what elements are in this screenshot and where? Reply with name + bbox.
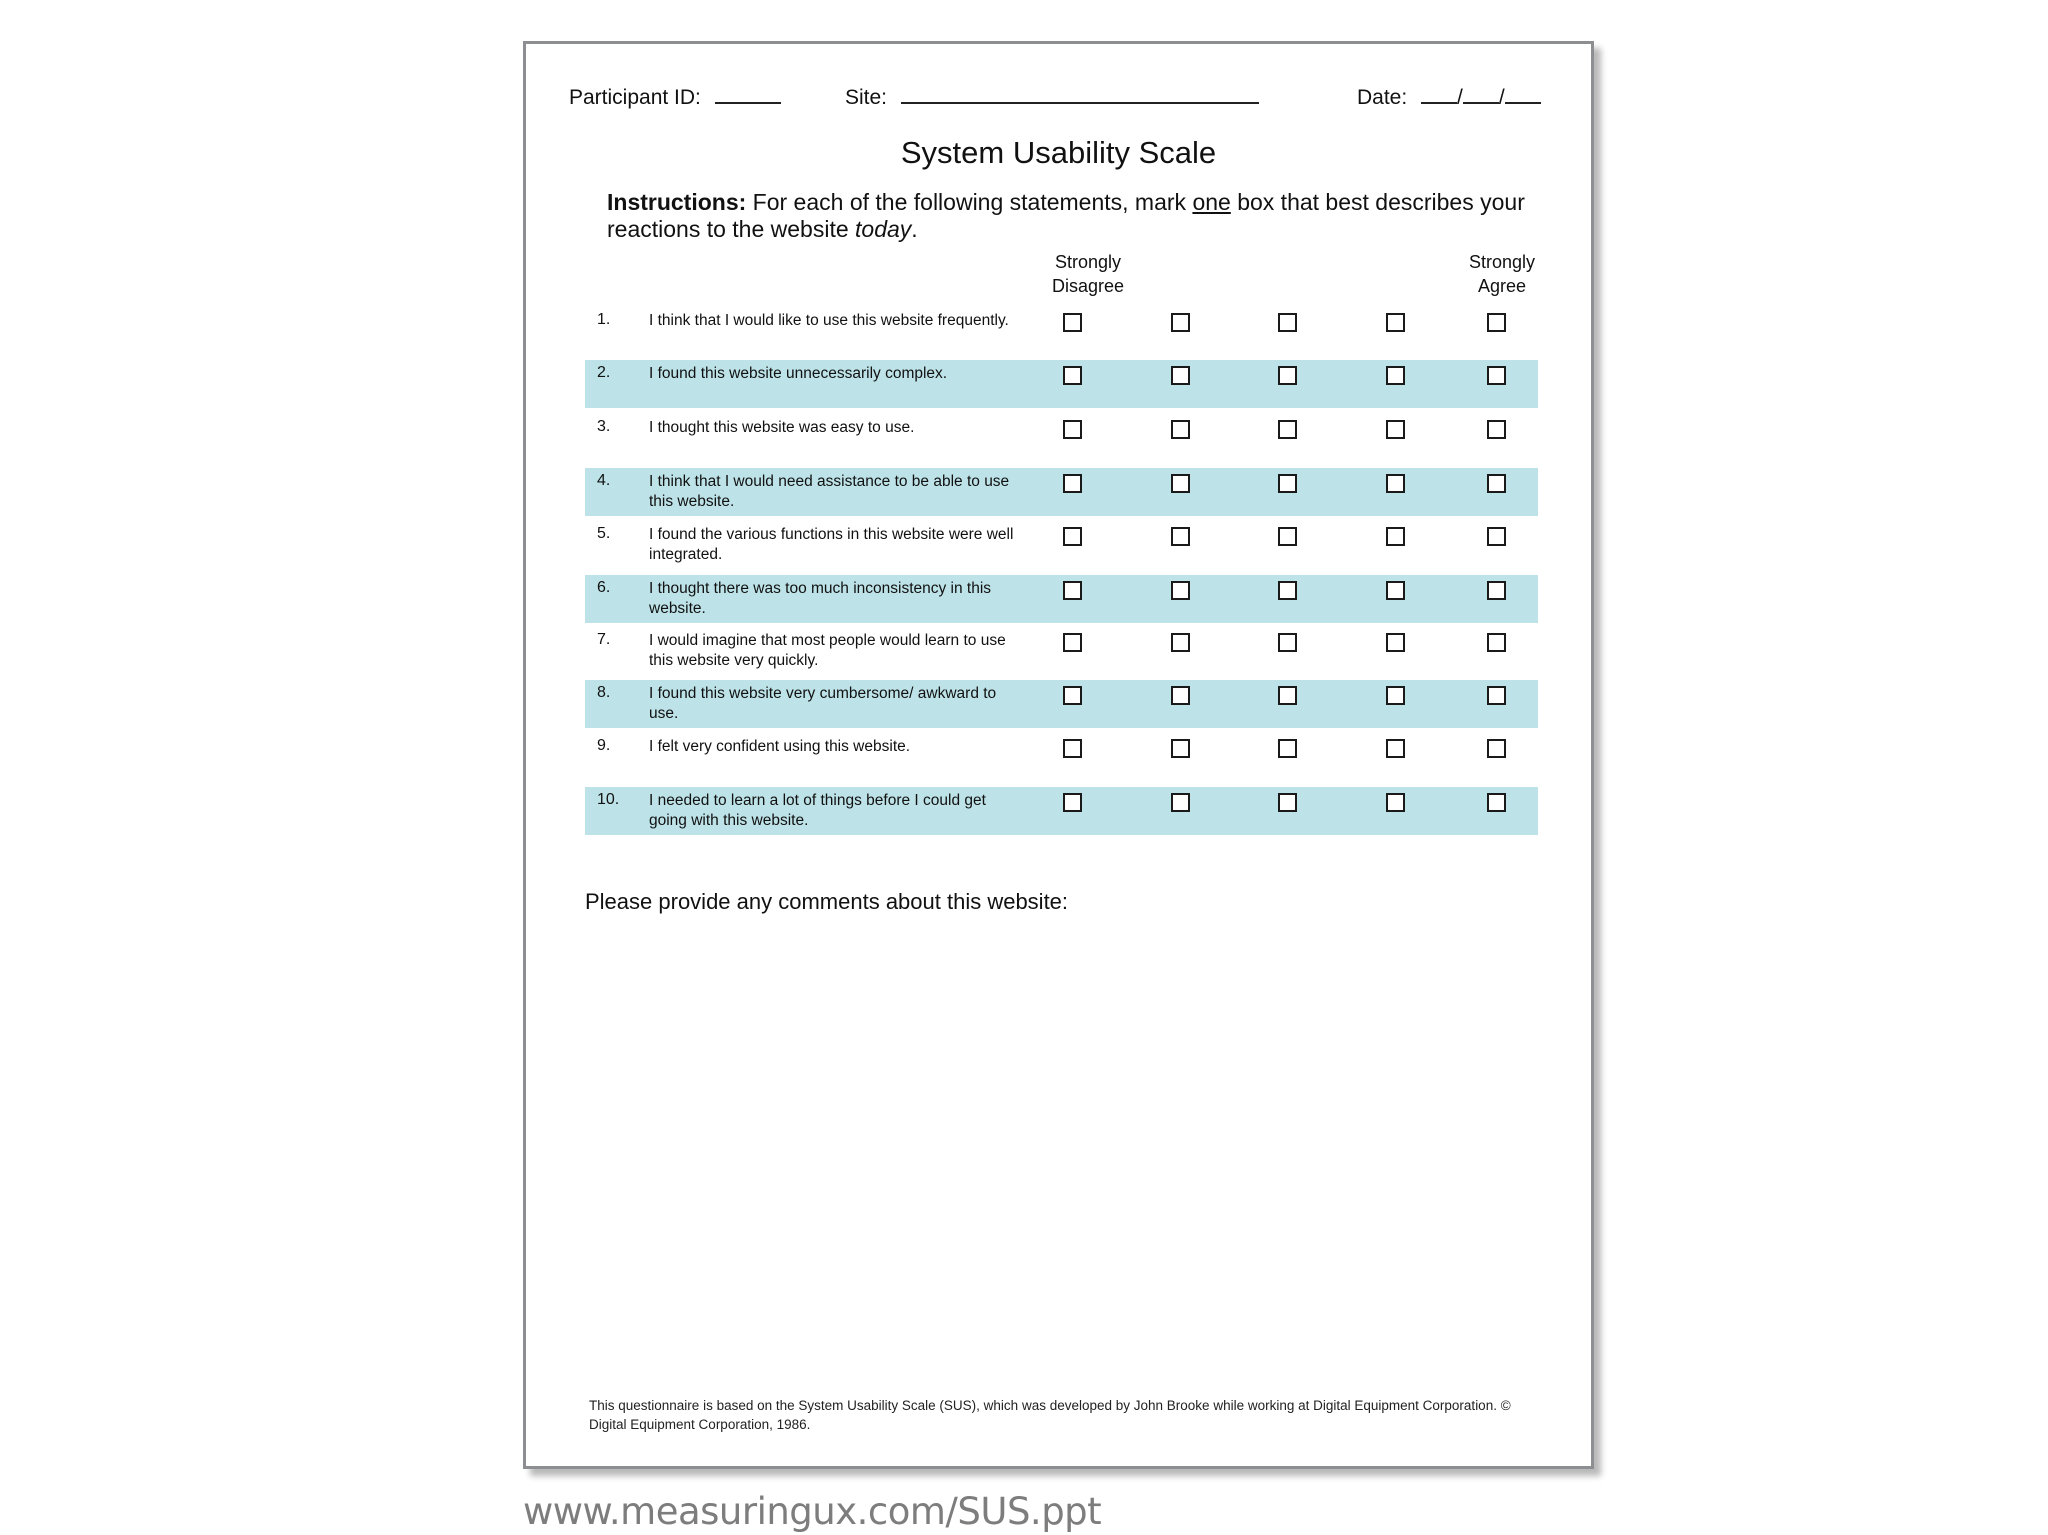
site-blank bbox=[901, 84, 1259, 104]
item-number: 1. bbox=[597, 311, 611, 328]
rating-checkbox-4[interactable] bbox=[1386, 313, 1405, 332]
instructions bbox=[607, 189, 1567, 243]
rating-checkbox-5[interactable] bbox=[1487, 527, 1506, 546]
sus-item-row bbox=[585, 307, 1538, 355]
item-statement: I found this website unnecessarily complex. bbox=[649, 365, 948, 382]
rating-checkbox-1[interactable] bbox=[1063, 793, 1082, 812]
participant-id-blank bbox=[715, 84, 781, 104]
rating-checkbox-5[interactable] bbox=[1487, 474, 1506, 493]
rating-checkbox-3[interactable] bbox=[1278, 581, 1297, 600]
rating-checkbox-3[interactable] bbox=[1278, 474, 1297, 493]
rating-checkbox-2[interactable] bbox=[1171, 793, 1190, 812]
scale-left-line1: Strongly bbox=[1054, 252, 1122, 272]
rating-checkbox-1[interactable] bbox=[1063, 686, 1082, 705]
rating-checkbox-5[interactable] bbox=[1487, 581, 1506, 600]
item-number: 9. bbox=[597, 737, 611, 754]
instructions-text-1: For each of the following statements, mark bbox=[746, 189, 1193, 215]
rating-checkbox-3[interactable] bbox=[1278, 793, 1297, 812]
item-statement: I think that I would like to use this website frequently. bbox=[649, 312, 1009, 329]
rating-checkbox-3[interactable] bbox=[1278, 686, 1297, 705]
rating-checkbox-3[interactable] bbox=[1278, 527, 1297, 546]
rating-checkbox-4[interactable] bbox=[1386, 739, 1405, 758]
rating-checkbox-1[interactable] bbox=[1063, 420, 1082, 439]
item-statement: I felt very confident using this website. bbox=[649, 738, 911, 755]
rating-checkbox-4[interactable] bbox=[1386, 633, 1405, 652]
rating-checkbox-4[interactable] bbox=[1386, 366, 1405, 385]
rating-checkbox-2[interactable] bbox=[1171, 527, 1190, 546]
participant-id-field bbox=[569, 84, 781, 110]
item-statement: I found this website very cumbersome/ awkward to use. bbox=[649, 685, 997, 722]
sus-item-row bbox=[585, 414, 1538, 462]
rating-checkbox-5[interactable] bbox=[1487, 366, 1506, 385]
rating-checkbox-1[interactable] bbox=[1063, 366, 1082, 385]
rating-checkbox-2[interactable] bbox=[1171, 739, 1190, 758]
item-statement: I thought this website was easy to use. bbox=[649, 419, 915, 436]
item-number: 8. bbox=[597, 684, 611, 701]
item-statement: I thought there was too much inconsistency in this website. bbox=[649, 580, 992, 617]
item-statement: I think that I would need assistance to be able to use this website. bbox=[649, 473, 1010, 510]
scale-right-line2: Agree bbox=[1477, 276, 1527, 296]
participant-id-label: Participant ID: bbox=[569, 86, 701, 109]
date-blank-year bbox=[1505, 84, 1541, 104]
site-label: Site: bbox=[845, 86, 888, 109]
rating-checkbox-3[interactable] bbox=[1278, 739, 1297, 758]
instructions-emphasis: one bbox=[1192, 189, 1231, 215]
item-number: 6. bbox=[597, 579, 611, 596]
date-label: Date: bbox=[1357, 86, 1408, 109]
instructions-italic: today bbox=[855, 216, 912, 242]
rating-checkbox-3[interactable] bbox=[1278, 313, 1297, 332]
item-number: 7. bbox=[597, 631, 611, 648]
rating-checkbox-4[interactable] bbox=[1386, 420, 1405, 439]
rating-checkbox-2[interactable] bbox=[1171, 313, 1190, 332]
rating-checkbox-4[interactable] bbox=[1386, 686, 1405, 705]
rating-checkbox-1[interactable] bbox=[1063, 739, 1082, 758]
item-number: 4. bbox=[597, 472, 611, 489]
rating-checkbox-2[interactable] bbox=[1171, 474, 1190, 493]
rating-checkbox-2[interactable] bbox=[1171, 581, 1190, 600]
rating-checkbox-2[interactable] bbox=[1171, 633, 1190, 652]
sus-item-row bbox=[585, 360, 1538, 408]
rating-checkbox-1[interactable] bbox=[1063, 474, 1082, 493]
sus-item-row bbox=[585, 575, 1538, 623]
scale-label-strongly-agree bbox=[1452, 250, 1552, 298]
item-statement: I found the various functions in this website were well integrated. bbox=[649, 526, 1014, 563]
comments-prompt: Please provide any comments about this website: bbox=[585, 889, 1069, 914]
sus-item-row bbox=[585, 468, 1538, 516]
rating-checkbox-5[interactable] bbox=[1487, 420, 1506, 439]
date-separator: / bbox=[1457, 86, 1463, 109]
rating-checkbox-4[interactable] bbox=[1386, 527, 1405, 546]
rating-checkbox-1[interactable] bbox=[1063, 313, 1082, 332]
sus-item-row bbox=[585, 787, 1538, 835]
sus-item-row bbox=[585, 521, 1538, 569]
rating-checkbox-3[interactable] bbox=[1278, 420, 1297, 439]
scale-label-strongly-disagree bbox=[1038, 250, 1138, 298]
item-number: 2. bbox=[597, 364, 611, 381]
date-blank-month bbox=[1421, 84, 1457, 104]
rating-checkbox-2[interactable] bbox=[1171, 366, 1190, 385]
instructions-text-2: box that best describes your reactions to the website bbox=[607, 189, 1525, 242]
rating-checkbox-4[interactable] bbox=[1386, 581, 1405, 600]
sus-item-row bbox=[585, 680, 1538, 728]
sus-item-row bbox=[585, 627, 1538, 675]
item-number: 5. bbox=[597, 525, 611, 542]
site-field bbox=[845, 84, 1259, 110]
scale-left-line2: Disagree bbox=[1051, 276, 1125, 296]
rating-checkbox-4[interactable] bbox=[1386, 793, 1405, 812]
rating-checkbox-5[interactable] bbox=[1487, 739, 1506, 758]
footer-note: This questionnaire is based on the System Usability Scale (SUS), which was developed by John Brooke while working at Digital Equipment Corporation. © Digital Equipment Corporation, 1986. bbox=[589, 1398, 1511, 1432]
rating-checkbox-4[interactable] bbox=[1386, 474, 1405, 493]
item-number: 3. bbox=[597, 418, 611, 435]
form-title: System Usability Scale bbox=[900, 135, 1217, 170]
date-separator: / bbox=[1498, 86, 1505, 109]
instructions-lead: Instructions: bbox=[607, 189, 747, 215]
rating-checkbox-1[interactable] bbox=[1063, 527, 1082, 546]
scale-right-line1: Strongly bbox=[1468, 252, 1536, 272]
item-statement: I needed to learn a lot of things before I could get going with this website. bbox=[649, 792, 986, 829]
rating-checkbox-2[interactable] bbox=[1171, 420, 1190, 439]
rating-checkbox-5[interactable] bbox=[1487, 686, 1506, 705]
date-blank-day bbox=[1463, 84, 1499, 104]
date-field bbox=[1357, 84, 1541, 110]
sus-form-page bbox=[523, 41, 1594, 1469]
item-number: 10. bbox=[597, 791, 620, 808]
instructions-end: . bbox=[911, 216, 918, 242]
rating-checkbox-5[interactable] bbox=[1487, 313, 1506, 332]
rating-checkbox-1[interactable] bbox=[1063, 581, 1082, 600]
rating-checkbox-2[interactable] bbox=[1171, 686, 1190, 705]
source-caption: www.measuringux.com/SUS.ppt bbox=[523, 1490, 1102, 1533]
sus-item-row bbox=[585, 733, 1538, 781]
rating-checkbox-1[interactable] bbox=[1063, 633, 1082, 652]
rating-checkbox-3[interactable] bbox=[1278, 366, 1297, 385]
item-statement: I would imagine that most people would learn to use this website very quickly. bbox=[649, 632, 1006, 669]
rating-checkbox-3[interactable] bbox=[1278, 633, 1297, 652]
rating-checkbox-5[interactable] bbox=[1487, 793, 1506, 812]
rating-checkbox-5[interactable] bbox=[1487, 633, 1506, 652]
